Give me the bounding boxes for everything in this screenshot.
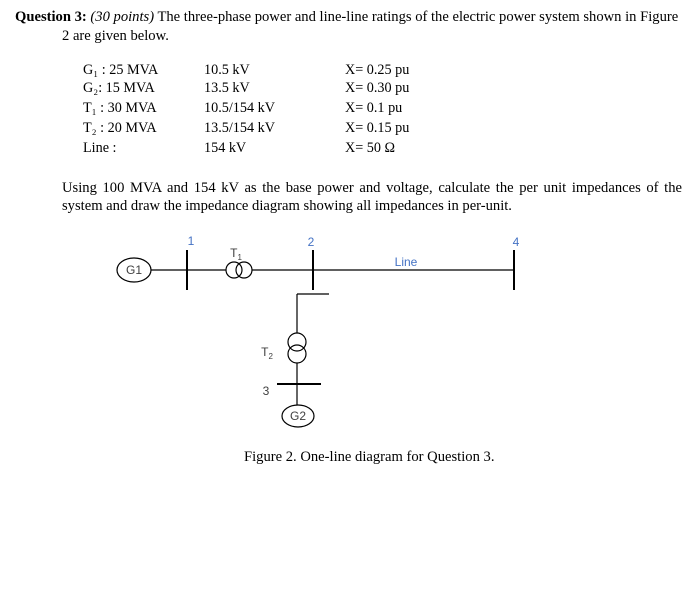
generator-g1-label: G1	[125, 263, 143, 277]
bus-4-label: 4	[512, 235, 520, 249]
question-number: Question 3:	[15, 9, 87, 25]
transmission-line-label: Line	[394, 255, 418, 269]
rating-reactance-g1: X= 0.25 pu	[345, 62, 410, 78]
transformer-t1-letter: T	[230, 246, 238, 260]
transformer-t2-subscript: 2	[268, 352, 273, 361]
transformer-t2-label	[261, 345, 273, 361]
rating-voltage-line: 154 kV	[204, 140, 247, 156]
generator-g2-label: G2	[289, 409, 307, 423]
transformer-t1-subscript: 1	[237, 253, 242, 262]
rating-name-t1: T₁ : 30 MVA	[83, 100, 157, 116]
figure-caption: Figure 2. One-line diagram for Question 3.	[244, 449, 495, 465]
rating-name-g2: G₂: 15 MVA	[83, 80, 155, 96]
instruction-line2: system and draw the impedance diagram showing all impedances in per-unit.	[62, 198, 512, 214]
transformer-t1-primary-winding	[226, 262, 242, 278]
transformer-t2-secondary-winding	[288, 345, 306, 363]
rating-voltage-g1: 10.5 kV	[204, 62, 250, 78]
transformer-t1-secondary-winding	[236, 262, 252, 278]
bus-1-label: 1	[187, 234, 195, 248]
rating-name-line: Line :	[83, 140, 117, 156]
rating-voltage-t1: 10.5/154 kV	[204, 100, 275, 116]
rating-name-g1: G₁ : 25 MVA	[83, 62, 159, 78]
bus-2-label: 2	[307, 235, 315, 249]
bus-3-label: 3	[262, 384, 270, 398]
rating-reactance-line: X= 50 Ω	[345, 140, 396, 156]
question-points: (30 points)	[90, 9, 155, 25]
rating-reactance-t2: X= 0.15 pu	[345, 120, 410, 136]
question-text-line2: 2 are given below.	[62, 28, 169, 44]
rating-voltage-g2: 13.5 kV	[204, 80, 250, 96]
rating-name-t2: T₂ : 20 MVA	[83, 120, 157, 136]
rating-reactance-g2: X= 0.30 pu	[345, 80, 410, 96]
rating-voltage-t2: 13.5/154 kV	[204, 120, 275, 136]
rating-reactance-t1: X= 0.1 pu	[345, 100, 403, 116]
instruction-line1: Using 100 MVA and 154 kV as the base power and voltage, calculate the per unit impedances of the	[62, 180, 682, 196]
transformer-t2-letter: T	[261, 345, 269, 359]
transformer-t1-label	[230, 246, 242, 262]
question-text-line1: The three-phase power and line-line ratings of the electric power system shown in Figure	[157, 9, 679, 25]
